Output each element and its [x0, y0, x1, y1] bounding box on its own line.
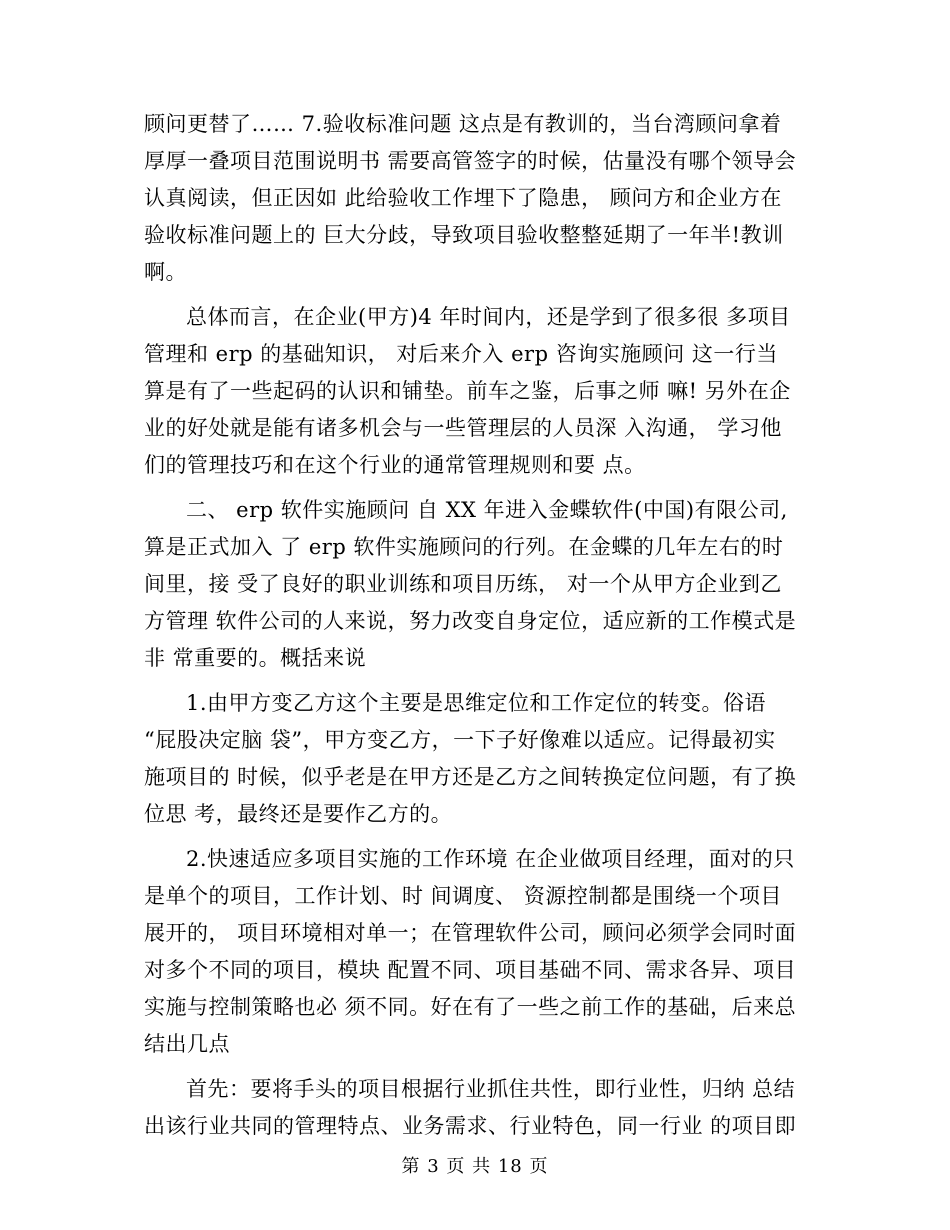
text-line: 方管理 软件公司的人来说，努力改变自身定位，适应新的工作模式是 [144, 609, 797, 633]
text-line: 对多个不同的项目，模块 配置不同、项目基础不同、需求各异、项目 [144, 958, 797, 982]
paragraph-2 [144, 299, 810, 484]
paragraph-4 [144, 685, 810, 833]
text-line: “屁股决定脑 袋”，甲方变乙方，一下子好像难以适应。记得最初实 [144, 728, 776, 752]
text-line: 二、 erp 软件实施顾问 自 XX 年进入金蝶软件(中国)有限公司, [186, 498, 788, 522]
text-line: 实施与控制策略也必 须不同。好在有了一些之前工作的基础，后来总 [144, 995, 797, 1019]
text-line: 非 常重要的。概括来说 [144, 646, 367, 670]
text-line: 出该行业共同的管理特点、业务需求、行业特色，同一行业 的项目即 [144, 1114, 797, 1138]
text-line: 首先：要将手头的项目根据行业抓住共性，即行业性，归纳 总结 [186, 1077, 796, 1101]
text-line: 认真阅读，但正因如 此给验收工作埋下了隐患， 顾问方和企业方在 [144, 186, 782, 210]
text-line: 展开的， 项目环境相对单一；在管理软件公司，顾问必须学会同时面 [144, 921, 797, 945]
text-line: 施项目的 时候，似乎老是在甲方还是乙方之间转换定位问题，有了换 [144, 765, 797, 789]
text-line: 厚厚一叠项目范围说明书 需要高管签字的时候，估量没有哪个领导会 [144, 149, 797, 173]
text-line: 管理和 erp 的基础知识， 对后来介入 erp 咨询实施顾问 这一行当 [144, 342, 778, 366]
text-line: 结出几点 [144, 1032, 230, 1056]
text-line: 验收标准问题上的 巨大分歧，导致项目验收整整延期了一年半!教训 [144, 223, 784, 247]
text-line: 是单个的项目，工作计划、时 间调度、 资源控制都是围绕一个项目 [144, 884, 782, 908]
paragraph-3 [144, 492, 810, 677]
text-line: 间里，接 受了良好的职业训练和项目历练， 对一个从甲方企业到乙 [144, 572, 782, 596]
text-line: 1.由甲方变乙方这个主要是思维定位和工作定位的转变。俗语 [186, 691, 767, 715]
text-line: 啊。 [144, 260, 187, 284]
text-line: 算是正式加入 了 erp 软件实施顾问的行列。在金蝶的几年左右的时 [144, 535, 784, 559]
text-line: 算是有了一些起码的认识和铺垫。前车之鉴，后事之师 嘛! 另外在企 [144, 379, 791, 403]
text-line: 位思 考，最终还是要作乙方的。 [144, 802, 453, 826]
page-footer: 第 3 页 共 18 页 [401, 1156, 549, 1177]
text-line: 业的好处就是能有诸多机会与一些管理层的人员深 入沟通， 学习他 [144, 416, 782, 440]
document-body [144, 106, 810, 1153]
paragraph-6 [144, 1071, 810, 1145]
paragraph-1 [144, 106, 810, 291]
text-line: 们的管理技巧和在这个行业的通常管理规则和要 点。 [144, 453, 646, 477]
text-line: 顾问更替了…… 7.验收标准问题 这点是有教训的，当台湾顾问拿着 [144, 112, 782, 136]
paragraph-5 [144, 841, 810, 1063]
text-line: 2.快速适应多项目实施的工作环境 在企业做项目经理，面对的只 [186, 847, 795, 871]
text-line: 总体而言，在企业(甲方)4 年时间内，还是学到了很多很 多项目 [186, 305, 791, 329]
